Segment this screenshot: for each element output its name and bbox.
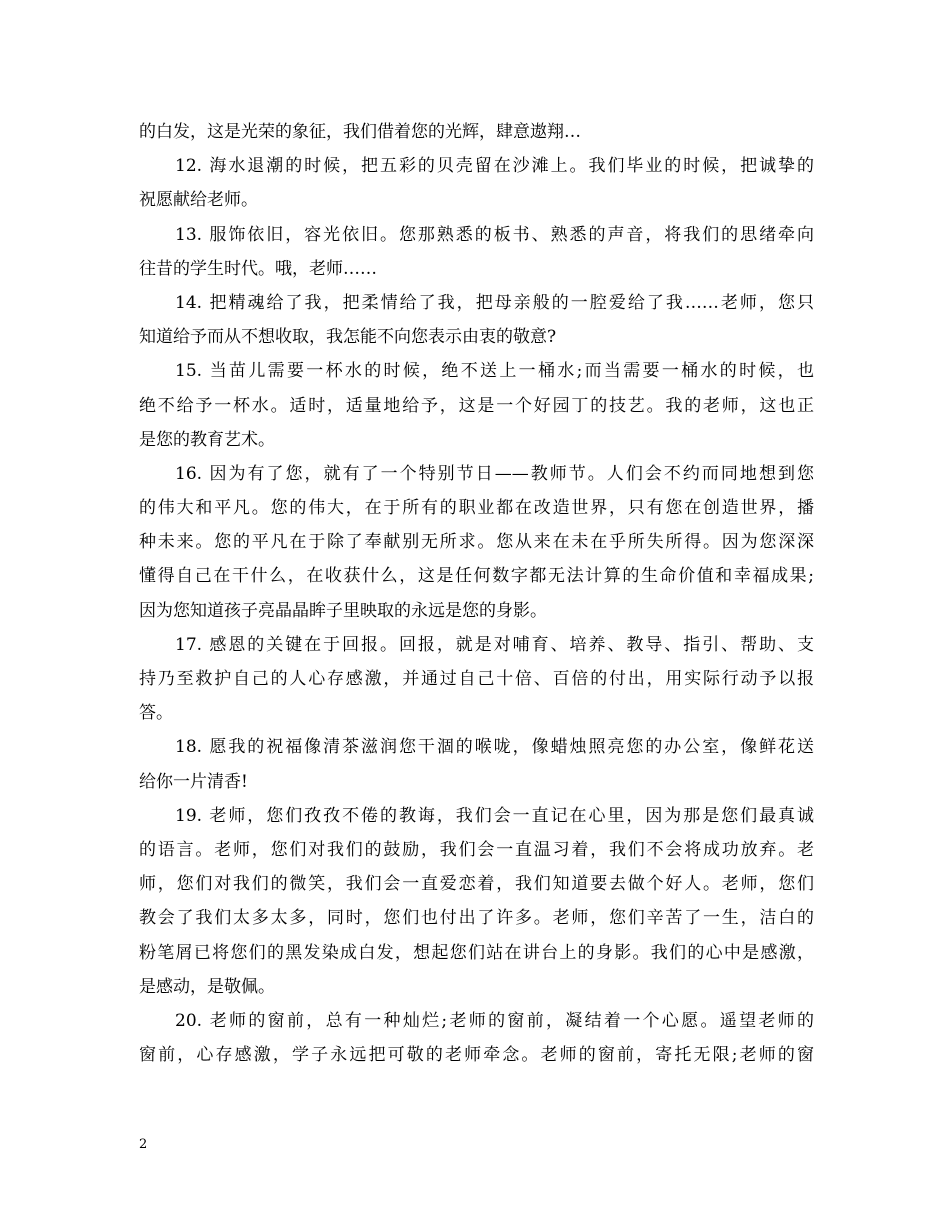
text-line: 粉笔屑已将您们的黑发染成白发，想起您们站在讲台上的身影。我们的心中是感激， xyxy=(139,942,814,963)
text-line: 师，您们对我们的微笑，我们会一直爱恋着，我们知道要去做个好人。老师，您们 xyxy=(139,874,814,895)
text-line: 知道给予而从不想收取，我怎能不向您表示由衷的敬意? xyxy=(139,327,557,348)
text-line: 持乃至救护自己的人心存感激，并通过自己十倍、百倍的付出，用实际行动予以报 xyxy=(139,669,814,689)
text-line: 种未来。您的平凡在于除了奉献别无所求。您从来在未在乎所失所得。因为您深深 xyxy=(139,532,814,553)
text-line: 懂得自己在干什么，在收获什么，这是任何数字都无法计算的生命价值和幸福成果; xyxy=(139,566,814,587)
text-line: 教会了我们太多太多，同时，您们也付出了许多。老师，您们辛苦了一生，洁白的 xyxy=(139,908,814,929)
text-line: 祝愿献给老师。 xyxy=(139,190,258,211)
body-text xyxy=(139,115,814,1072)
text-line: 14. 把精魂给了我，把柔情给了我，把母亲般的一腔爱给了我……老师，您只 xyxy=(175,292,814,313)
text-line: 18. 愿我的祝福像清茶滋润您干涸的喉咙，像蜡烛照亮您的办公室，像鲜花送 xyxy=(175,737,814,758)
text-line: 答。 xyxy=(139,703,173,724)
text-line: 因为您知道孩子亮晶晶眸子里映取的永远是您的身影。 xyxy=(139,600,547,621)
text-line: 12. 海水退潮的时候，把五彩的贝壳留在沙滩上。我们毕业的时候，把诚挚的 xyxy=(175,156,814,177)
text-line: 绝不给予一杯水。适时，适量地给予，这是一个好园丁的技艺。我的老师，这也正 xyxy=(139,395,814,416)
text-line: 给你一片清香! xyxy=(139,771,248,792)
text-line: 窗前，心存感激，学子永远把可敬的老师牵念。老师的窗前，寄托无限;老师的窗 xyxy=(139,1045,814,1066)
page-number: 2 xyxy=(139,1137,148,1152)
text-line: 往昔的学生时代。哦，老师…… xyxy=(139,258,377,279)
text-line: 16. 因为有了您，就有了一个特别节日——教师节。人们会不约而同地想到您 xyxy=(175,463,814,484)
text-line: 20. 老师的窗前，总有一种灿烂;老师的窗前，凝结着一个心愿。遥望老师的 xyxy=(175,1010,814,1031)
text-line: 17. 感恩的关键在于回报。回报，就是对哺育、培养、教导、指引、帮助、支 xyxy=(175,634,814,655)
text-line: 是您的教育艺术。 xyxy=(139,429,275,450)
text-line: 是感动，是敬佩。 xyxy=(139,976,275,997)
text-line: 13. 服饰依旧，容光依旧。您那熟悉的板书、熟悉的声音，将我们的思绪牵向 xyxy=(175,224,814,245)
text-line: 的伟大和平凡。您的伟大，在于所有的职业都在改造世界，只有您在创造世界，播 xyxy=(139,498,814,519)
text-line: 15. 当苗儿需要一杯水的时候，绝不送上一桶水;而当需要一桶水的时候，也 xyxy=(175,361,814,382)
text-line: 19. 老师，您们孜孜不倦的教诲，我们会一直记在心里，因为那是您们最真诚 xyxy=(175,805,814,826)
text-line: 的白发，这是光荣的象征，我们借着您的光辉，肆意遨翔… xyxy=(139,122,581,142)
text-line: 的语言。老师，您们对我们的鼓励，我们会一直温习着，我们不会将成功放弃。老 xyxy=(139,839,814,860)
